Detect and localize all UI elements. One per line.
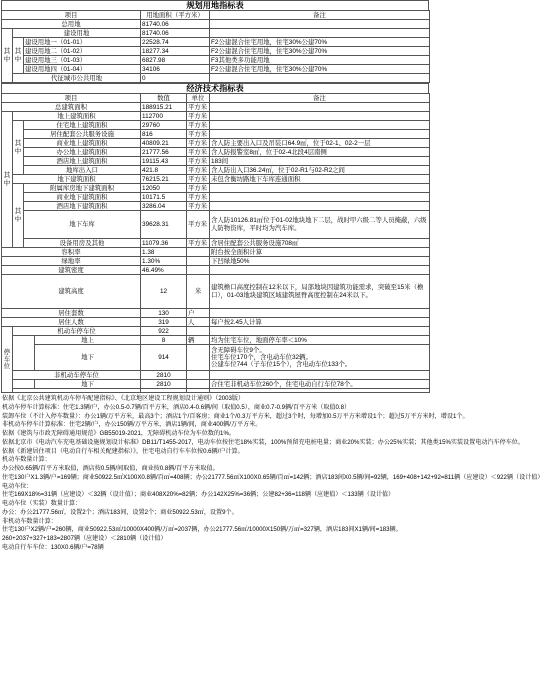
note-line: 依据《新建居住项目（电动自行车相关配建指标）》，住宅电动自行车车位按0.6辆/户计算。 [2,447,244,455]
econ-below-row-value: 3286.04 [141,202,187,211]
land-row-note: F2公建混合住宅用地，住宅30%公建70% [210,38,430,47]
econ-header-value: 数值 [141,94,187,103]
econ-below-row-value: 12050 [141,184,187,193]
econ-below-sub-label: 其中 [13,184,24,248]
econ-below-row-name: 商业地下建筑面积 [24,193,141,202]
note-line: 260+2037+327+183=2807辆（应建设）＜2810辆（设计值） [2,535,167,542]
econ-equipment-value: 11079.36 [141,239,187,248]
econ-total-value: 188915.21 [141,103,187,112]
econ-above-label: 地上建筑面积 [13,112,141,121]
econ-row-unit: 平方米 [187,157,210,166]
econ-row-note: 含人防报警室8㎡，位于02-4北段4层南侧 [210,148,430,157]
land-row-value: 18277.34 [141,47,210,56]
econ-row-value: 40809.21 [141,139,187,148]
notes-section [0,393,544,553]
econ-row-name: 商业地上建筑面积 [24,139,141,148]
econ-density-label: 建筑密度 [2,266,141,275]
land-table-title: 规划用地指标表 [1,0,429,10]
econ-below-unit: 平方米 [187,175,210,184]
econ-nonmotor-value: 2810 [141,371,187,380]
econ-below-row-name: 酒店地下建筑面积 [24,202,141,211]
econ-motor-label: 机动车停车位 [13,327,141,336]
note-line: 住宅169X18%=31辆（应建设）＜32辆（设计值）；商业408X20%=82辆；办公142X25%=36辆；公建82+36=118辆（应建值）＜133辆（设计值） [2,491,395,499]
land-total-label: 总用地 [2,20,141,29]
econ-under-value: 914 [141,345,187,371]
econ-garage-note: 含人防10126.81㎡位于01-02地块地下二层，战时甲六级二等人员掩蔽，六级人防物资库，平时均为汽车库。 [210,211,430,239]
econ-ground-value: 8 [141,336,187,345]
land-group-label: 其中 [2,29,13,83]
econ-under-note-line: 住宅车位170个，含电动车位32辆。 [211,353,312,361]
econ-below-row-name: 附属库房地下建筑面积 [24,184,141,193]
econ-row-name: 地库出入口 [24,166,141,175]
econ-green-label: 绿地率 [2,257,141,266]
note-line: 住宅130户X1.3辆/户=169辆；商业50922.5㎡X100X0.8辆/百㎡=408辆；办公21777.56㎡X100X0.65辆/百㎡=142辆；酒店183间X0.5辆/间=92辆，169+408+142+92=811辆（应建设）＜922辆（设计值） [2,473,544,481]
note-line: 依据《建筑与市政无障碍通用规范》GB55019-2021，无障碍机动车位为车位数的1%。 [2,430,235,437]
econ-nm-under-note: 合住宅非机动车位260个，住宅电动自行车位78个。 [210,380,430,389]
econ-below-row-unit: 平方米 [187,202,210,211]
econ-row-note [210,121,430,130]
land-total-value: 81740.06 [141,20,210,29]
econ-above-sub-label: 其中 [13,121,24,175]
econ-header-note: 备注 [210,94,430,103]
note-line: 电动车位： [2,482,33,490]
econ-garage-value: 39628.31 [141,211,187,239]
econ-households-value: 130 [141,309,187,318]
econ-row-value: 421.8 [141,166,187,175]
land-proxy-value: 0 [141,74,210,83]
econ-far-label: 容积率 [2,248,141,257]
note-line: 机动车数量计算： [2,456,51,464]
land-build-label: 建设用地 [13,29,141,38]
econ-total-label: 总建筑面积 [2,103,141,112]
econ-under-notes [210,345,430,371]
econ-row-name: 居住配套公共服务设施 [24,130,141,139]
land-sub-group-label: 其中 [13,38,24,74]
note-line: 电动自行车车位：130X0.6辆/户=78辆 [2,543,104,551]
econ-parking-group-label: 停车位 [2,327,13,393]
note-line: 装卸车位（不计入停车数量）：办公1辆/万平方米，最高3个；酒店1个/百客房；商业1个/0.3万平方米，超过3个时，每增加0.5万平方米增设1个；超过5万平方米时，增设1个。 [2,412,469,420]
econ-row-unit: 平方米 [187,166,210,175]
note-line: 住宅130户X2辆/户=260辆，商业50922.53㎡/10000X400辆/万㎡=2037辆，办公21777.56㎡/10000X150辆/万㎡=327辆，酒店183间X1辆/间=183辆。 [2,526,402,534]
econ-table-title: 经济技术指标表 [1,83,429,93]
land-row-value: 34106 [141,65,210,74]
land-header-note: 备注 [210,11,430,20]
econ-below-label: 地下建筑面积 [13,175,141,184]
econ-row-unit: 平方米 [187,139,210,148]
econ-row-note: 含人防主要出入口及吊装口64.9㎡，位于02-1、02-2一层 [210,139,430,148]
econ-residents-label: 居住人数 [2,318,141,327]
econ-row-unit: 平方米 [187,130,210,139]
econ-residents-note: 每户按2.45人计算 [210,318,430,327]
econ-header-unit: 单位 [187,94,210,103]
econ-households-unit: 户 [187,309,210,318]
econ-below-row-unit: 平方米 [187,184,210,193]
econ-row-value: 816 [141,130,187,139]
land-row-value: 6827.98 [141,56,210,65]
econ-row-name: 住宅地上建筑面积 [24,121,141,130]
econ-group-label: 其中 [2,112,13,248]
econ-row-note [210,130,430,139]
econ-below-row-value: 10171.5 [141,193,187,202]
note-line: 依据北京市《电动汽车充电基础设施规划设计标准》DB11/T1455-2017，电动车位按住宅18%实装，100%预留充电桩电量；商业20%实装；办公25%实装；其他类15%实装设置电动汽车停车位。 [2,438,524,446]
land-header-item: 项目 [2,11,141,20]
land-row-name: 建设用地四（01-04） [24,65,141,74]
econ-row-value: 21777.56 [141,148,187,157]
econ-ground-note: 均为住宅车位，地面停车率＜10% [210,336,430,345]
econ-equipment-note: 含居住配套公共服务设施708㎡ [210,239,430,248]
econ-nm-under-label: 地下 [35,380,141,389]
econ-row-name: 办公地上建筑面积 [24,148,141,157]
econ-above-unit: 平方米 [187,112,210,121]
econ-motor-value: 922 [141,327,187,336]
econ-above-value: 112700 [141,112,187,121]
note-line: 非机动车数量计算： [2,517,57,525]
land-row-note: F2公建混合住宅用地，住宅30%公建70% [210,47,430,56]
econ-row-note: 含人防出入口36.24㎡，位于02-R1与02-R2之间 [210,166,430,175]
econ-equipment-label: 设备用房及其他 [24,239,141,248]
note-line: 依据《北京公共建筑机动车停车配建指标》、《北京地区建设工程规划设计通则》（2003版） [2,395,245,402]
land-header-area: 用地面积（平方米） [141,11,210,20]
econ-under-note-line: 公建车位744（子车位15个），含电动车位133个。 [211,361,352,369]
econ-residents-value: 319 [141,318,187,327]
note-line: 机动车停车计算标准：住宅1.3辆/户，办公0.5-0.7辆/百平方米，酒店0.4-0.6辆/间（取值0.5），商业0.7-0.9辆/百平方米（取值0.8） [2,403,351,411]
land-row-name: 建设用地二（01-02） [24,47,141,56]
land-row-name: 建设用地一（01-01） [24,38,141,47]
econ-total-unit: 平方米 [187,103,210,112]
econ-nm-under-value: 2810 [141,380,187,389]
econ-ground-unit: 辆 [187,336,210,345]
econ-ground-label: 地上 [35,336,141,345]
econ-height-label: 建筑高度 [2,275,141,309]
econ-row-value: 29760 [141,121,187,130]
econ-row-note: 183间 [210,157,430,166]
econ-green-note: 下凹绿地50% [210,257,430,266]
econ-far-note: 附台按全面积计算 [210,248,430,257]
econ-nonmotor-label: 非机动车停车位 [13,371,141,380]
econ-row-value: 19115.43 [141,157,187,166]
econ-below-note: 未包含衡坊路地下车库连通面积 [210,175,430,184]
econ-header-item: 项目 [2,94,141,103]
econ-far-value: 1.38 [141,248,187,257]
econ-height-value: 12 [141,275,187,309]
econ-height-unit: 米 [187,275,210,309]
econ-equipment-unit: 平方米 [187,239,210,248]
econ-row-unit: 平方米 [187,121,210,130]
econ-garage-unit: 平方米 [187,211,210,239]
econ-households-label: 居住套数 [2,309,141,318]
land-row-note: F3其他类多功能用地 [210,56,430,65]
note-line: 电动车位（实装）数量计算： [2,500,82,507]
econ-green-value: 1.30% [141,257,187,266]
econ-below-row-unit: 平方米 [187,193,210,202]
econ-under-note-line: 含无障碍车位9个。 [211,346,266,354]
econ-garage-label: 地下车库 [24,211,141,239]
land-build-value: 81740.06 [141,29,210,38]
econ-row-unit: 平方米 [187,148,210,157]
note-line: 办公：办公21777.56㎡，设置2个；酒店183间，设置2个；商业50922.53㎡，设置9个。 [2,508,238,516]
land-proxy-label: 代征城市公共用地 [13,74,141,83]
econ-under-label: 地下 [35,345,141,371]
land-row-value: 22528.74 [141,38,210,47]
econ-table [1,93,430,393]
land-row-name: 建设用地三（01-03） [24,56,141,65]
econ-height-note: 建筑檐口高度控制在12米以下，局部地块因建筑功能需求，突破至15米（檐口），01-03地块建筑区域建筑屋脊高度控制在24米以下。 [210,275,430,309]
note-line: 非机动车停车计算标准：住宅2辆/户，办公150辆/万平方米，酒店1辆/间，商业400辆/万平方米。 [2,421,262,429]
land-use-table [1,10,430,83]
econ-residents-unit: 人 [187,318,210,327]
land-row-note: F2公建混合住宅用地，住宅30%公建70% [210,65,430,74]
econ-row-name: 酒店地上建筑面积 [24,157,141,166]
econ-below-value: 76215.21 [141,175,187,184]
note-line: 办公按0.65辆/百平方米取值，酒店按0.5辆/间取值，商业按0.8辆/百平方米取值。 [2,465,219,472]
econ-density-value: 46.49% [141,266,187,275]
